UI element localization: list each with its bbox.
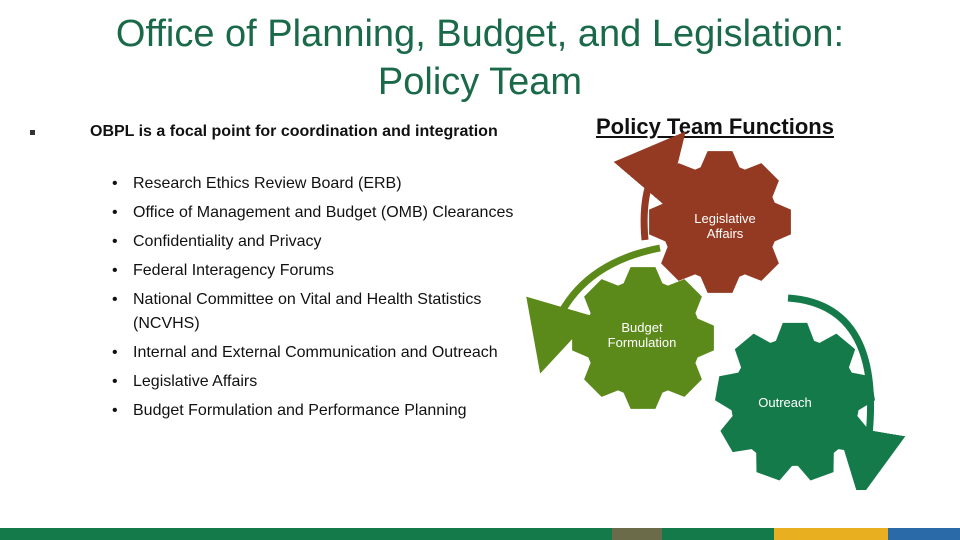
- list-item: • Legislative Affairs: [112, 370, 532, 394]
- list-item: • Office of Management and Budget (OMB) Clearances: [112, 201, 532, 225]
- gear-diagram: [520, 110, 920, 490]
- list-item: • Federal Interagency Forums: [112, 259, 532, 283]
- list-item: • Confidentiality and Privacy: [112, 230, 532, 254]
- footer-segment: [888, 528, 960, 540]
- outreach-label: Outreach: [758, 395, 812, 410]
- square-bullet: [30, 130, 35, 135]
- list-item: • National Committee on Vital and Health Statistics (NCVHS): [112, 288, 532, 335]
- footer-segment: [0, 528, 612, 540]
- footer-color-bar: [0, 528, 960, 540]
- lead-text: OBPL is a focal point for coordination and integration: [90, 123, 498, 140]
- footer-segment: [774, 528, 888, 540]
- list-item: • Budget Formulation and Performance Planning: [112, 399, 532, 423]
- footer-segment: [612, 528, 662, 540]
- bullet-list: [112, 172, 532, 428]
- functions-title: Policy Team Functions: [596, 114, 834, 139]
- budget-formulation-label: Budget Formulation: [607, 320, 677, 350]
- legislative-affairs-label: Legislative Affairs: [694, 211, 756, 241]
- footer-segment: [662, 528, 774, 540]
- slide-title: Office of Planning, Budget, and Legislation: Policy Team: [115, 13, 845, 103]
- list-item: • Research Ethics Review Board (ERB): [112, 172, 532, 196]
- list-item: • Internal and External Communication and Outreach: [112, 341, 532, 365]
